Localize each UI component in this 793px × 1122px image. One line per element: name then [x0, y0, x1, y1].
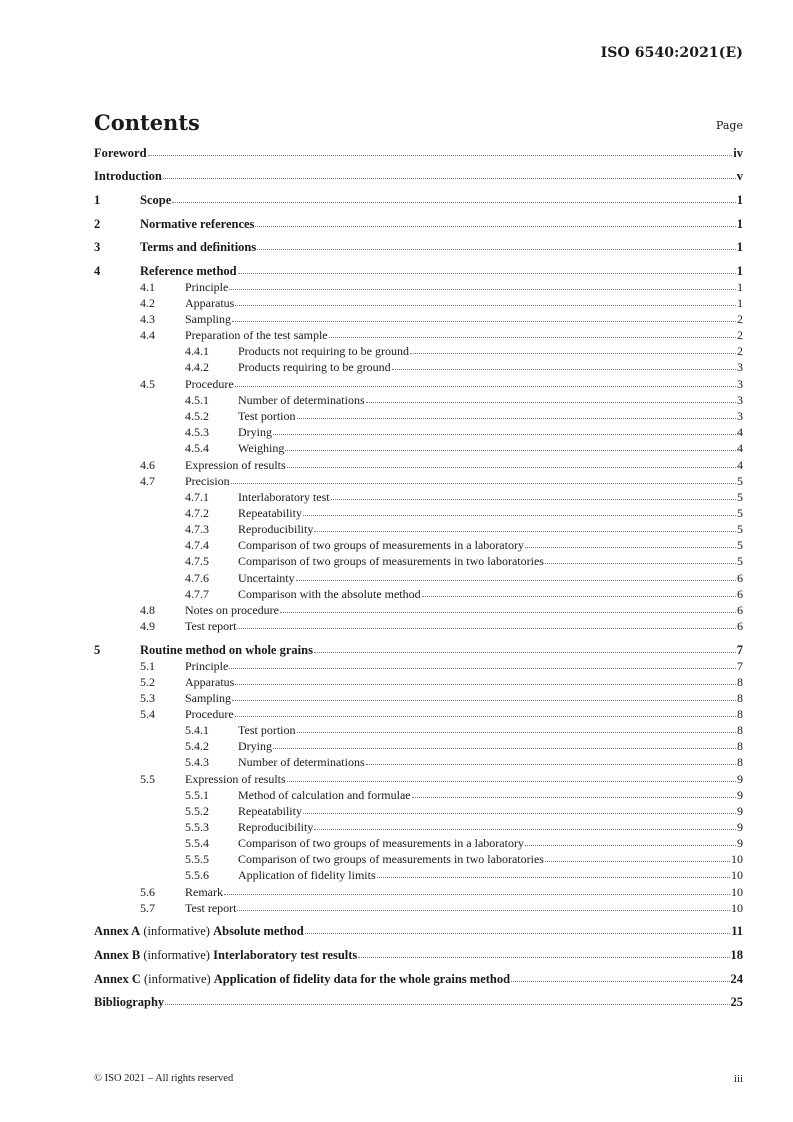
toc-entry[interactable] [185, 587, 743, 602]
page-number: v [736, 169, 743, 183]
section-title: Reproducibility [238, 820, 314, 834]
page-number: 11 [731, 924, 743, 938]
toc-entry[interactable] [94, 217, 743, 232]
page-number: 24 [730, 972, 743, 986]
page-number: 25 [730, 995, 743, 1009]
section-number: 4.7.3 [185, 522, 209, 536]
page-number: 1 [737, 296, 743, 310]
page-number: 9 [737, 772, 743, 786]
section-title: Method of calculation and formulae [238, 788, 411, 802]
bibliography-title: Bibliography [94, 995, 165, 1009]
section-number: 5.5 [140, 772, 155, 786]
dot-leader [329, 336, 736, 338]
section-title: Comparison of two groups of measurements in a laboratory [238, 538, 524, 552]
section-number: 4.5 [140, 377, 155, 391]
toc-annex-entry[interactable] [94, 948, 743, 963]
page-number: 7 [736, 643, 743, 657]
toc-entry[interactable] [140, 659, 743, 674]
page-number: 1 [737, 280, 743, 294]
section-number: 5.5.2 [185, 804, 209, 818]
section-title: Test report [185, 619, 237, 633]
page-number: 6 [737, 571, 743, 585]
section-number: 4 [94, 264, 101, 278]
section-number: 4.7.7 [185, 587, 209, 601]
toc-entry[interactable] [185, 441, 743, 456]
page-number: 5 [737, 506, 743, 520]
section-title: Number of determinations [238, 393, 365, 407]
page-number: 9 [737, 788, 743, 802]
section-number: 5.7 [140, 901, 155, 915]
section-title: Products requiring to be ground [238, 360, 391, 374]
section-number: 5.4.3 [185, 755, 209, 769]
section-number: 2 [94, 217, 101, 231]
toc-entry[interactable] [185, 852, 743, 867]
toc-entry[interactable] [185, 723, 743, 738]
dot-leader [232, 699, 736, 701]
toc-entry[interactable] [185, 538, 743, 553]
dot-leader [229, 667, 736, 669]
section-number: 4.7.1 [185, 490, 209, 504]
section-title: Drying [238, 739, 272, 753]
section-number: 4.5.3 [185, 425, 209, 439]
annex-title: Application of fidelity data for the whole grains method [213, 972, 511, 986]
toc-entry[interactable] [185, 820, 743, 835]
page-number: 5 [737, 490, 743, 504]
dot-leader [235, 715, 736, 717]
dot-leader [231, 482, 736, 484]
dot-leader [235, 304, 736, 306]
toc-entry[interactable] [140, 296, 743, 311]
page-number: 5 [737, 538, 743, 552]
toc-entry[interactable] [94, 169, 743, 184]
toc-entry[interactable] [140, 280, 743, 295]
dot-leader [303, 812, 736, 814]
toc-entry[interactable] [94, 146, 743, 161]
page-number: 8 [737, 739, 743, 753]
dot-leader [285, 449, 736, 451]
section-number: 5.5.1 [185, 788, 209, 802]
page-number: 3 [737, 409, 743, 423]
page-number: 6 [737, 587, 743, 601]
dot-leader [287, 780, 736, 782]
section-title: Procedure [185, 707, 234, 721]
document-id-header: ISO 6540:2021(E) [600, 45, 743, 61]
section-title: Repeatability [238, 506, 302, 520]
section-title: Comparison of two groups of measurements in a laboratory [238, 836, 524, 850]
dot-leader [148, 154, 733, 156]
toc-entry[interactable] [185, 804, 743, 819]
section-title: Uncertainty [238, 571, 295, 585]
dot-leader [331, 498, 736, 500]
toc-entry[interactable] [140, 885, 743, 900]
section-title: Weighing [238, 441, 285, 455]
toc-entry[interactable] [185, 344, 743, 359]
dot-leader [366, 763, 736, 765]
dot-leader [314, 651, 736, 653]
dot-leader [238, 272, 736, 274]
section-title: Foreword [94, 146, 147, 160]
toc-annex-entry[interactable] [94, 924, 743, 939]
page-number: 10 [731, 885, 743, 899]
page-number: 8 [737, 755, 743, 769]
section-number: 5.4 [140, 707, 155, 721]
dot-leader [303, 514, 736, 516]
section-title: Introduction [94, 169, 162, 183]
section-number: 4.5.2 [185, 409, 209, 423]
toc-entry[interactable] [185, 836, 743, 851]
section-title: Test report [185, 901, 237, 915]
page-number: 6 [737, 619, 743, 633]
section-number: 1 [94, 193, 101, 207]
section-number: 5.5.6 [185, 868, 209, 882]
page-number: 1 [736, 240, 743, 254]
page-number: 4 [737, 458, 743, 472]
section-number: 4.3 [140, 312, 155, 326]
dot-leader [392, 368, 736, 370]
section-title: Reproducibility [238, 522, 314, 536]
section-title: Drying [238, 425, 272, 439]
section-number: 5.3 [140, 691, 155, 705]
toc-entry[interactable] [185, 490, 743, 505]
page-number: 8 [737, 723, 743, 737]
toc-annex-entry[interactable] [94, 972, 743, 987]
toc-entry[interactable] [140, 619, 743, 634]
toc-entry[interactable] [94, 643, 743, 658]
page-number: 3 [737, 360, 743, 374]
page-number: 1 [736, 217, 743, 231]
section-title: Sampling [185, 312, 232, 326]
toc-entry[interactable] [185, 788, 743, 803]
toc-entry[interactable] [185, 755, 743, 770]
dot-leader [545, 860, 730, 862]
dot-leader [257, 248, 736, 250]
section-number: 4.7.2 [185, 506, 209, 520]
section-number: 4.5.1 [185, 393, 209, 407]
section-number: 4.6 [140, 458, 155, 472]
section-title: Terms and definitions [140, 240, 257, 254]
toc-entry[interactable] [185, 522, 743, 537]
section-number: 4.8 [140, 603, 155, 617]
section-title: Products not requiring to be ground [238, 344, 409, 358]
section-title: Repeatability [238, 804, 302, 818]
dot-leader [314, 828, 736, 830]
toc-entry[interactable] [140, 328, 743, 343]
toc-entry[interactable] [185, 506, 743, 521]
section-number: 4.7.6 [185, 571, 209, 585]
toc-entry[interactable] [185, 409, 743, 424]
toc-entry[interactable] [185, 571, 743, 586]
dot-leader [235, 385, 736, 387]
toc-entry[interactable] [185, 739, 743, 754]
page-number: 5 [737, 474, 743, 488]
page-number: 8 [737, 707, 743, 721]
page-number: 7 [737, 659, 743, 673]
dot-leader [511, 980, 729, 982]
section-number: 5.5.5 [185, 852, 209, 866]
section-number: 5.5.3 [185, 820, 209, 834]
page-number: 2 [737, 344, 743, 358]
toc-entry[interactable] [185, 360, 743, 375]
page-number: 3 [737, 393, 743, 407]
section-title: Sampling [185, 691, 232, 705]
page-column-label: Page [715, 119, 743, 132]
toc-entry[interactable] [140, 772, 743, 787]
section-number: 4.7.4 [185, 538, 209, 552]
dot-leader [422, 595, 736, 597]
section-title: Remark [185, 885, 223, 899]
page-number: 18 [730, 948, 743, 962]
dot-leader [273, 747, 736, 749]
toc-entry[interactable] [185, 425, 743, 440]
toc-entry[interactable] [140, 312, 743, 327]
page-number: 9 [737, 820, 743, 834]
annex-informative-note: (informative) [140, 972, 214, 986]
copyright-footer: © ISO 2021 – All rights reserved [94, 1073, 234, 1084]
page-number: 9 [737, 804, 743, 818]
dot-leader [172, 201, 736, 203]
toc-entry[interactable] [94, 193, 743, 208]
annex-title: Interlaboratory test results [213, 948, 358, 962]
toc-entry[interactable] [140, 603, 743, 618]
section-title: Apparatus [185, 296, 235, 310]
dot-leader [358, 956, 729, 958]
dot-leader [255, 225, 735, 227]
dot-leader [224, 893, 730, 895]
page-number: 10 [731, 868, 743, 882]
section-title: Normative references [140, 217, 255, 231]
annex-informative-note: (informative) [140, 948, 214, 962]
toc-entry[interactable] [185, 554, 743, 569]
toc-entry[interactable] [94, 264, 743, 279]
section-number: 4.5.4 [185, 441, 209, 455]
dot-leader [314, 530, 736, 532]
page-number: 1 [736, 264, 743, 278]
section-title: Apparatus [185, 675, 235, 689]
section-title: Preparation of the test sample [185, 328, 328, 342]
section-number: 5.2 [140, 675, 155, 689]
page-number: 2 [737, 312, 743, 326]
section-title: Procedure [185, 377, 234, 391]
annex-title: Absolute method [213, 924, 304, 938]
section-title: Routine method on whole grains [140, 643, 313, 657]
section-title: Comparison of two groups of measurements in two laboratories [238, 554, 544, 568]
page-number: 4 [737, 441, 743, 455]
dot-leader [545, 562, 736, 564]
section-title: Precision [185, 474, 230, 488]
contents-heading: Contents [94, 110, 200, 135]
dot-leader [280, 611, 736, 613]
annex-label: Annex C [94, 972, 141, 986]
page-number: 5 [737, 522, 743, 536]
page-number: 2 [737, 328, 743, 342]
page-number: 8 [737, 675, 743, 689]
section-title: Test portion [238, 409, 296, 423]
toc-entry[interactable] [140, 377, 743, 392]
toc-bibliography-entry[interactable] [94, 995, 743, 1010]
dot-leader [525, 844, 736, 846]
toc-entry[interactable] [140, 901, 743, 916]
dot-leader [366, 401, 736, 403]
page-number: 9 [737, 836, 743, 850]
section-number: 4.7.5 [185, 554, 209, 568]
section-title: Scope [140, 193, 172, 207]
page-number: iv [733, 146, 743, 160]
annex-informative-note: (informative) [140, 924, 214, 938]
section-title: Notes on procedure [185, 603, 279, 617]
section-number: 4.2 [140, 296, 155, 310]
section-number: 5.4.2 [185, 739, 209, 753]
dot-leader [229, 288, 736, 290]
toc-entry[interactable] [140, 474, 743, 489]
page-number: 10 [731, 901, 743, 915]
annex-label: Annex A [94, 924, 141, 938]
section-title: Comparison with the absolute method [238, 587, 421, 601]
section-title: Principle [185, 659, 229, 673]
annex-label: Annex B [94, 948, 141, 962]
section-title: Expression of results [185, 772, 286, 786]
section-number: 4.9 [140, 619, 155, 633]
dot-leader [232, 320, 736, 322]
section-number: 5.6 [140, 885, 155, 899]
section-number: 5.4.1 [185, 723, 209, 737]
dot-leader [377, 876, 730, 878]
dot-leader [412, 796, 736, 798]
page-number: 4 [737, 425, 743, 439]
page-number: 3 [737, 377, 743, 391]
page-number: 10 [731, 852, 743, 866]
section-title: Application of fidelity limits [238, 868, 376, 882]
dot-leader [165, 1003, 729, 1005]
page-number: 6 [737, 603, 743, 617]
toc-entry[interactable] [140, 707, 743, 722]
section-number: 4.4.1 [185, 344, 209, 358]
toc-entry[interactable] [185, 868, 743, 883]
section-title: Number of determinations [238, 755, 365, 769]
toc-entry[interactable] [140, 675, 743, 690]
toc-entry[interactable] [140, 691, 743, 706]
dot-leader [235, 683, 736, 685]
dot-leader [296, 579, 736, 581]
section-number: 5.5.4 [185, 836, 209, 850]
toc-entry[interactable] [185, 393, 743, 408]
section-number: 4.7 [140, 474, 155, 488]
section-number: 5.1 [140, 659, 155, 673]
page-number: 5 [737, 554, 743, 568]
section-title: Expression of results [185, 458, 286, 472]
section-title: Reference method [140, 264, 237, 278]
dot-leader [287, 466, 736, 468]
section-number: 4.4.2 [185, 360, 209, 374]
section-title: Interlaboratory test [238, 490, 330, 504]
dot-leader [163, 177, 736, 179]
page-number-footer: iii [733, 1073, 743, 1085]
dot-leader [297, 417, 737, 419]
section-title: Test portion [238, 723, 296, 737]
page-number: 8 [737, 691, 743, 705]
section-title: Comparison of two groups of measurements in two laboratories [238, 852, 544, 866]
dot-leader [297, 731, 737, 733]
section-number: 5 [94, 643, 101, 657]
dot-leader [305, 932, 730, 934]
page-number: 1 [736, 193, 743, 207]
dot-leader [237, 909, 730, 911]
section-number: 4.4 [140, 328, 155, 342]
toc-entry[interactable] [140, 458, 743, 473]
section-number: 4.1 [140, 280, 155, 294]
dot-leader [273, 433, 736, 435]
dot-leader [410, 352, 736, 354]
section-number: 3 [94, 240, 101, 254]
dot-leader [525, 546, 736, 548]
dot-leader [237, 627, 736, 629]
section-title: Principle [185, 280, 229, 294]
toc-entry[interactable] [94, 240, 743, 255]
